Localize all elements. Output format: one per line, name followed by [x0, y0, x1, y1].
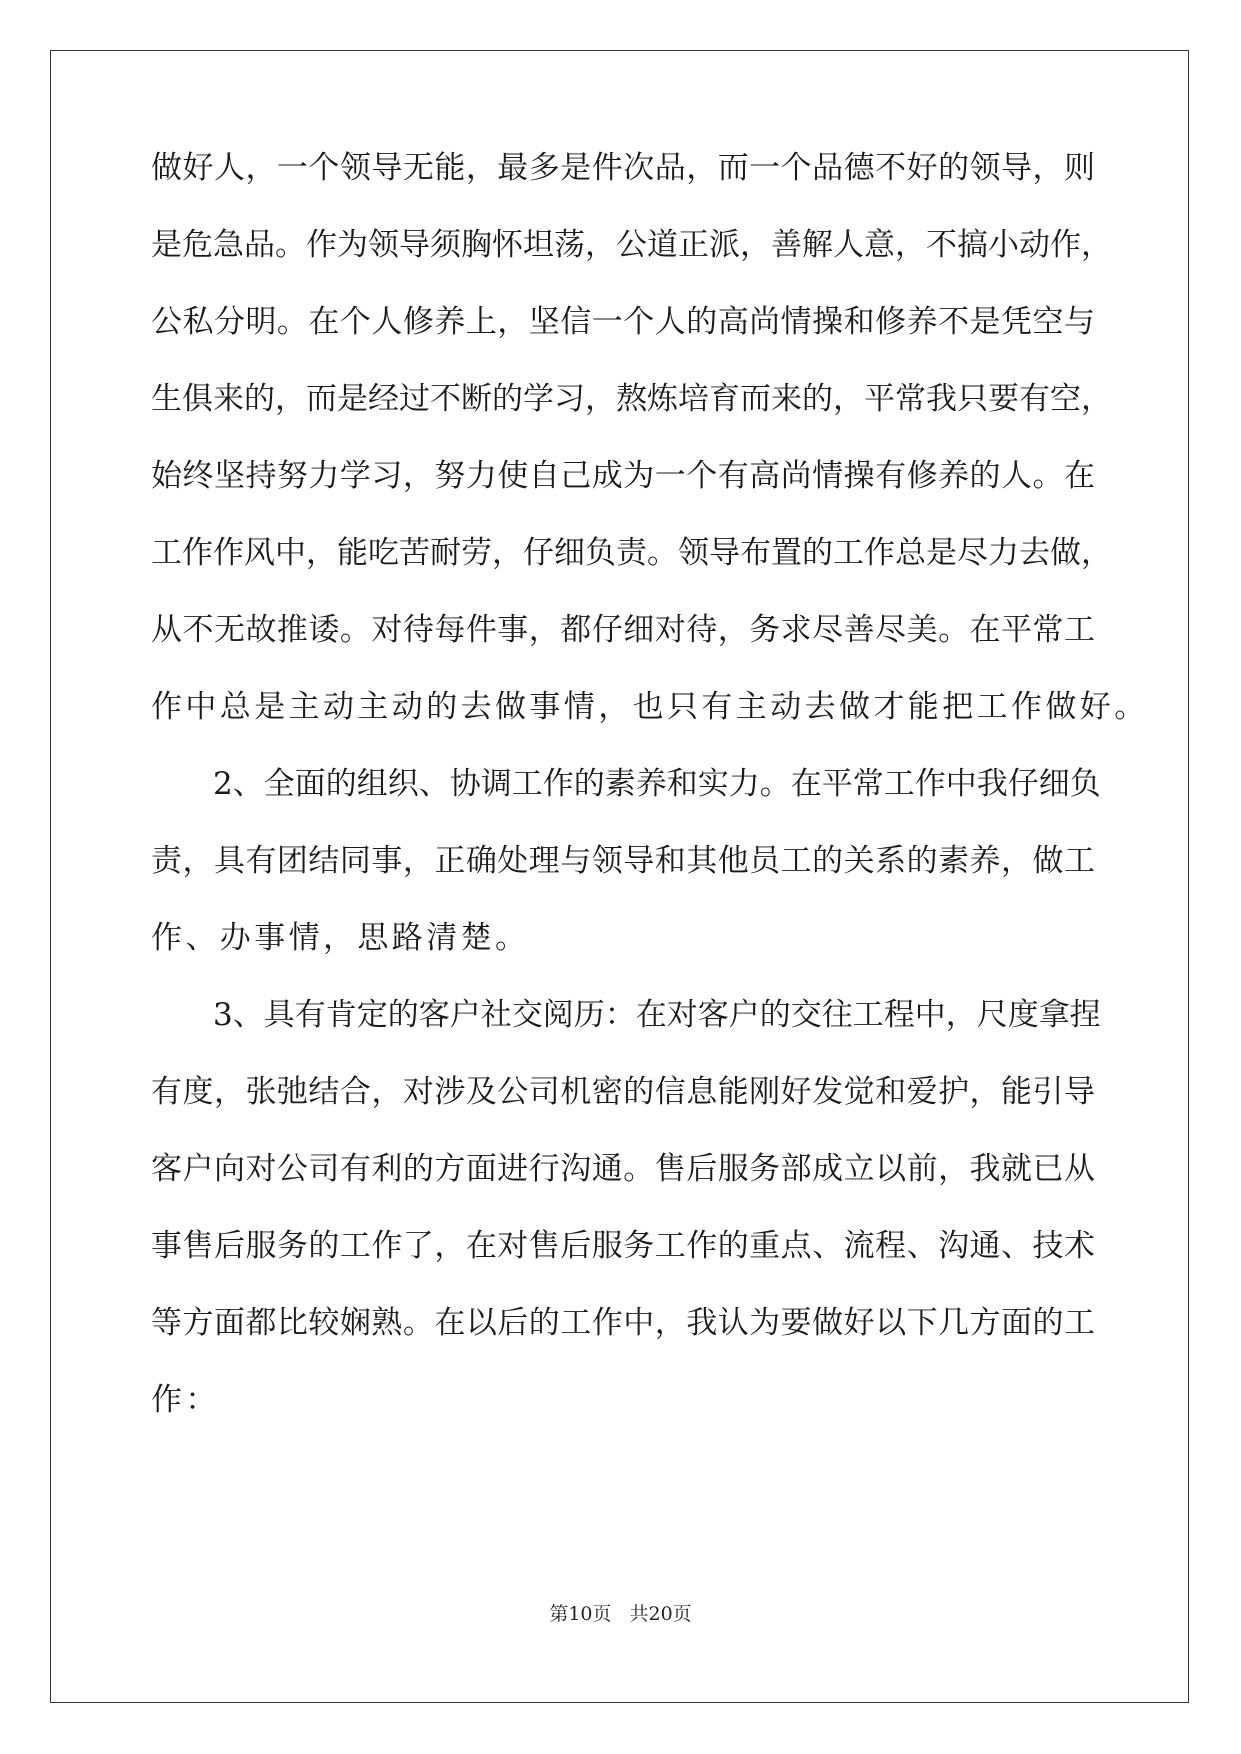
- text-line: 事售后服务的工作了，在对售后服务工作的重点、流程、沟通、技术: [151, 1228, 1095, 1264]
- text-line: 生俱来的，而是经过不断的学习，熬炼培育而来的，平常我只要有空，: [151, 381, 1112, 417]
- text-line: 有度，张弛结合，对涉及公司机密的信息能刚好发觉和爱护，能引导: [151, 1074, 1095, 1110]
- text-line: 公私分明。在个人修养上，坚信一个人的高尚情操和修养不是凭空与: [151, 304, 1095, 340]
- page-number-total: 共20页: [629, 1603, 692, 1625]
- text-line: 工作作风中，能吃苦耐劳，仔细负责。领导布置的工作总是尽力去做，: [151, 535, 1112, 571]
- text-line: 是危急品。作为领导须胸怀坦荡，公道正派，善解人意，不搞小动作，: [151, 227, 1112, 263]
- paragraph-start-line: 3、具有肯定的客户社交阅历：在对客户的交往工程中，尺度拿捏: [213, 997, 1101, 1033]
- text-line: 作中总是主动主动的去做事情，也只有主动去做才能把工作做好。: [151, 689, 1149, 725]
- text-line: 等方面都比较娴熟。在以后的工作中，我认为要做好以下几方面的工: [151, 1305, 1095, 1341]
- page-number-current: 第10页: [549, 1603, 612, 1625]
- text-line: 始终坚持努力学习，努力使自己成为一个有高尚情操有修养的人。在: [151, 458, 1095, 494]
- text-line: 责，具有团结同事，正确处理与领导和其他员工的关系的素养，做工: [151, 843, 1095, 879]
- text-line: 客户向对公司有利的方面进行沟通。售后服务部成立以前，我就已从: [151, 1151, 1095, 1187]
- text-line: 作：: [151, 1382, 220, 1418]
- text-line: 作、办事情，思路清楚。: [151, 920, 530, 956]
- text-line: 做好人，一个领导无能，最多是件次品，而一个品德不好的领导，则: [151, 150, 1095, 186]
- paragraph-start-line: 2、全面的组织、协调工作的素养和实力。在平常工作中我仔细负: [213, 766, 1101, 802]
- page-footer: [0, 1602, 1241, 1626]
- text-line: 从不无故推诿。对待每件事，都仔细对待，务求尽善尽美。在平常工: [151, 612, 1095, 648]
